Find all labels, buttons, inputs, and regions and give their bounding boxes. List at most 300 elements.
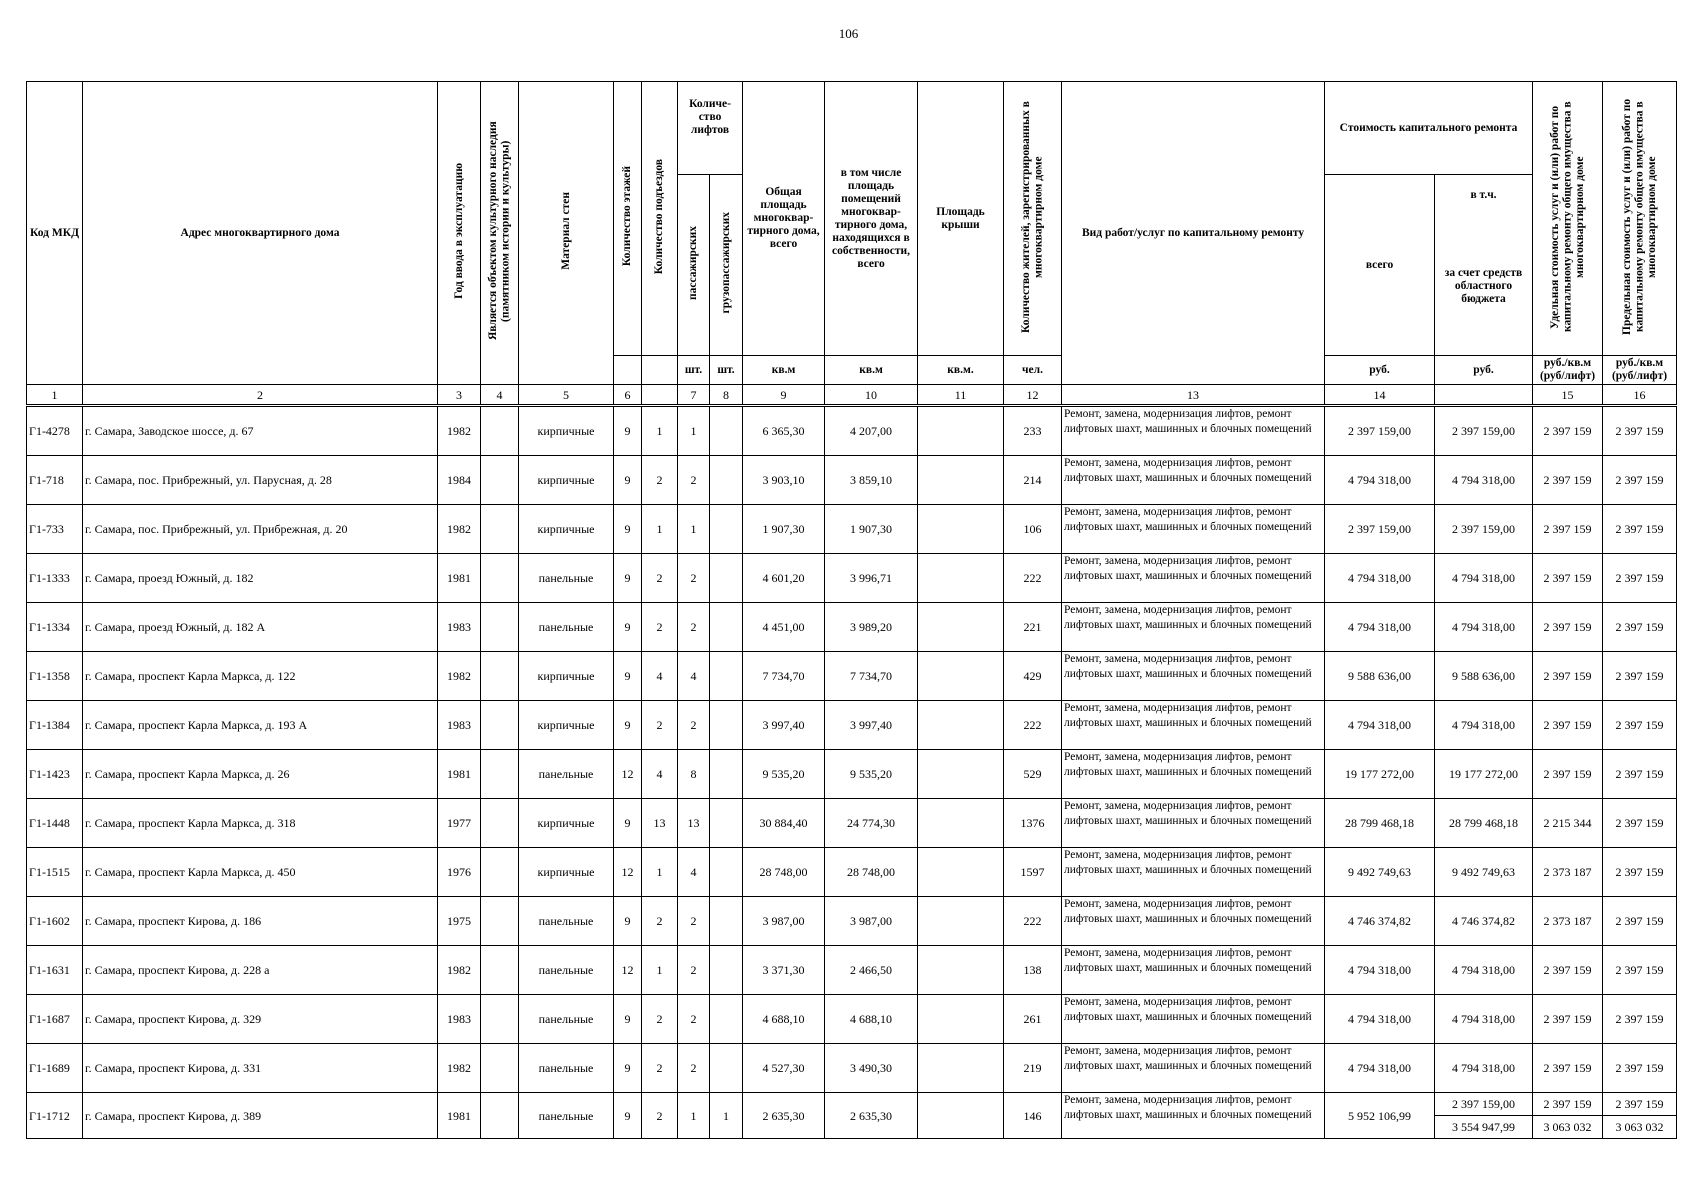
header-lifts: Количе-ство лифтов — [678, 82, 743, 175]
cell-lifts-freight — [710, 603, 743, 652]
cell-cost-total: 4 794 318,00 — [1325, 1044, 1435, 1093]
cell-max-cost: 2 397 159 — [1603, 1093, 1677, 1116]
cell-year: 1981 — [438, 554, 481, 603]
cell-floors: 9 — [614, 406, 642, 456]
cell-code: Г1-1631 — [27, 946, 83, 995]
cell-cost-regional: 4 746 374,82 — [1435, 897, 1533, 946]
cell-residents: 222 — [1004, 897, 1062, 946]
cell-work: Ремонт, замена, модернизация лифтов, ремонт лифтовых шахт, машинных и блочных помещений — [1062, 897, 1325, 946]
cell-material: кирпичные — [519, 799, 614, 848]
cell-residents: 529 — [1004, 750, 1062, 799]
cell-year: 1982 — [438, 1044, 481, 1093]
column-number: 5 — [519, 385, 614, 406]
column-number: 9 — [743, 385, 825, 406]
cell-roof-area — [918, 799, 1004, 848]
cell-owned-area: 7 734,70 — [825, 652, 918, 701]
column-number: 12 — [1004, 385, 1062, 406]
header-cost-regional-label: за счет средств областного бюджета — [1444, 267, 1523, 305]
cell-lifts-passenger: 2 — [678, 603, 710, 652]
cell-address: г. Самара, проспект Карла Маркса, д. 122 — [83, 652, 438, 701]
table-row — [27, 456, 1677, 505]
cell-max-cost: 2 397 159 — [1603, 848, 1677, 897]
cell-lifts-freight — [710, 1044, 743, 1093]
cell-code: Г1-733 — [27, 505, 83, 554]
cell-work: Ремонт, замена, модернизация лифтов, ремонт лифтовых шахт, машинных и блочных помещений — [1062, 946, 1325, 995]
cell-year: 1977 — [438, 799, 481, 848]
page-number: 106 — [838, 26, 859, 41]
cell-cost-total: 4 794 318,00 — [1325, 946, 1435, 995]
cell-cost-total: 4 794 318,00 — [1325, 603, 1435, 652]
cell-max-cost: 2 397 159 — [1603, 406, 1677, 456]
cell-lifts-passenger: 1 — [678, 505, 710, 554]
cell-residents: 222 — [1004, 554, 1062, 603]
table-row — [27, 406, 1677, 456]
cell-roof-area — [918, 406, 1004, 456]
header-entrances: Количество подъездов — [642, 82, 678, 356]
unit-roof-area: кв.м. — [918, 356, 1004, 385]
cell-entrances: 1 — [642, 505, 678, 554]
cell-material: кирпичные — [519, 701, 614, 750]
cell-floors: 9 — [614, 799, 642, 848]
cell-roof-area — [918, 750, 1004, 799]
cell-cost-total: 2 397 159,00 — [1325, 406, 1435, 456]
cell-entrances: 1 — [642, 406, 678, 456]
cell-residents: 1376 — [1004, 799, 1062, 848]
unit-lifts-freight: шт. — [710, 356, 743, 385]
header-work-type: Вид работ/услуг по капитальному ремонту — [1062, 82, 1325, 385]
cell-lifts-freight — [710, 946, 743, 995]
cell-max-cost: 2 397 159 — [1603, 946, 1677, 995]
cell-cost-regional: 9 588 636,00 — [1435, 652, 1533, 701]
header-code: Код МКД — [27, 82, 83, 385]
cell-unit-cost: 2 397 159 — [1533, 554, 1603, 603]
cell-cost-regional: 4 794 318,00 — [1435, 946, 1533, 995]
cell-cost-regional: 2 397 159,00 — [1435, 1093, 1533, 1116]
cell-address: г. Самара, проспект Кирова, д. 331 — [83, 1044, 438, 1093]
cell-total-area: 7 734,70 — [743, 652, 825, 701]
column-number: 2 — [83, 385, 438, 406]
cell-year: 1982 — [438, 946, 481, 995]
cell-entrances: 13 — [642, 799, 678, 848]
cell-code: Г1-1689 — [27, 1044, 83, 1093]
cell-residents: 106 — [1004, 505, 1062, 554]
cell-cost-total: 9 588 636,00 — [1325, 652, 1435, 701]
header-owned-area: в том числе площадь помещений многоквар-тирного дома, находящихся в собственности, всего — [825, 82, 918, 356]
cell-code: Г1-718 — [27, 456, 83, 505]
cell-total-area: 6 365,30 — [743, 406, 825, 456]
cell-unit-cost: 2 397 159 — [1533, 1044, 1603, 1093]
cell-work: Ремонт, замена, модернизация лифтов, ремонт лифтовых шахт, машинных и блочных помещений — [1062, 701, 1325, 750]
cell-year: 1982 — [438, 652, 481, 701]
cell-lifts-passenger: 2 — [678, 946, 710, 995]
unit-max-cost: руб./кв.м (руб/лифт) — [1603, 356, 1677, 385]
cell-entrances: 2 — [642, 897, 678, 946]
cell-cost-regional: 9 492 749,63 — [1435, 848, 1533, 897]
cell-heritage — [481, 946, 519, 995]
cell-residents: 429 — [1004, 652, 1062, 701]
cell-cost-total: 4 794 318,00 — [1325, 995, 1435, 1044]
cell-total-area: 2 635,30 — [743, 1093, 825, 1139]
cell-total-area: 1 907,30 — [743, 505, 825, 554]
cell-code: Г1-1333 — [27, 554, 83, 603]
cell-unit-cost: 2 397 159 — [1533, 505, 1603, 554]
cell-cost-total: 4 794 318,00 — [1325, 554, 1435, 603]
header-max-cost: Предельная стоимость услуг и (или) работ по капитальному ремонту общего имущества в многоквартирном доме — [1603, 82, 1677, 356]
cell-year: 1983 — [438, 603, 481, 652]
table-row — [27, 1093, 1677, 1116]
cell-residents: 261 — [1004, 995, 1062, 1044]
table-row — [27, 750, 1677, 799]
cell-owned-area: 1 907,30 — [825, 505, 918, 554]
cell-lifts-freight — [710, 848, 743, 897]
cell-unit-cost: 2 397 159 — [1533, 946, 1603, 995]
cell-residents: 1597 — [1004, 848, 1062, 897]
cell-residents: 222 — [1004, 701, 1062, 750]
cell-unit-cost: 3 063 032 — [1533, 1116, 1603, 1139]
cell-floors: 12 — [614, 946, 642, 995]
unit-cost-total: руб. — [1325, 356, 1435, 385]
column-number: 15 — [1533, 385, 1603, 406]
column-number: 7 — [678, 385, 710, 406]
cell-code: Г1-1687 — [27, 995, 83, 1044]
cell-total-area: 9 535,20 — [743, 750, 825, 799]
cell-roof-area — [918, 554, 1004, 603]
column-number — [642, 385, 678, 406]
cell-floors: 12 — [614, 848, 642, 897]
column-number: 3 — [438, 385, 481, 406]
cell-lifts-passenger: 1 — [678, 406, 710, 456]
cell-lifts-freight — [710, 750, 743, 799]
cell-heritage — [481, 603, 519, 652]
cell-material: кирпичные — [519, 406, 614, 456]
cell-year: 1981 — [438, 1093, 481, 1139]
cell-lifts-freight: 1 — [710, 1093, 743, 1139]
cell-entrances: 4 — [642, 652, 678, 701]
cell-floors: 9 — [614, 603, 642, 652]
cell-owned-area: 3 987,00 — [825, 897, 918, 946]
unit-owned-area: кв.м — [825, 356, 918, 385]
cell-code: Г1-1358 — [27, 652, 83, 701]
header-residents: Количество жителей, зарегистрированных в многоквартирном доме — [1004, 82, 1062, 356]
cell-year: 1975 — [438, 897, 481, 946]
header-address: Адрес многоквартирного дома — [83, 82, 438, 385]
cell-lifts-freight — [710, 554, 743, 603]
cell-work: Ремонт, замена, модернизация лифтов, ремонт лифтовых шахт, машинных и блочных помещений — [1062, 1044, 1325, 1093]
cell-cost-total: 5 952 106,99 — [1325, 1093, 1435, 1139]
cell-max-cost: 2 397 159 — [1603, 456, 1677, 505]
column-number: 8 — [710, 385, 743, 406]
cell-address: г. Самара, проспект Карла Маркса, д. 318 — [83, 799, 438, 848]
cell-address: г. Самара, Заводское шоссе, д. 67 — [83, 406, 438, 456]
cell-heritage — [481, 456, 519, 505]
cell-roof-area — [918, 897, 1004, 946]
cell-address: г. Самара, проспект Кирова, д. 329 — [83, 995, 438, 1044]
cell-total-area: 3 997,40 — [743, 701, 825, 750]
cell-entrances: 1 — [642, 946, 678, 995]
cell-total-area: 3 903,10 — [743, 456, 825, 505]
cell-owned-area: 2 635,30 — [825, 1093, 918, 1139]
cell-cost-regional: 4 794 318,00 — [1435, 603, 1533, 652]
cell-cost-total: 2 397 159,00 — [1325, 505, 1435, 554]
cell-unit-cost: 2 397 159 — [1533, 603, 1603, 652]
cell-total-area: 4 451,00 — [743, 603, 825, 652]
header-cost-regional — [1435, 175, 1533, 356]
cell-lifts-freight — [710, 652, 743, 701]
cell-cost-total: 4 746 374,82 — [1325, 897, 1435, 946]
cell-entrances: 2 — [642, 554, 678, 603]
cell-work: Ремонт, замена, модернизация лифтов, ремонт лифтовых шахт, машинных и блочных помещений — [1062, 505, 1325, 554]
header-roof-area: Площадь крыши — [918, 82, 1004, 356]
cell-address: г. Самара, проспект Кирова, д. 186 — [83, 897, 438, 946]
cell-max-cost: 2 397 159 — [1603, 554, 1677, 603]
column-number: 1 — [27, 385, 83, 406]
cell-heritage — [481, 1044, 519, 1093]
cell-material: кирпичные — [519, 652, 614, 701]
cell-owned-area: 3 996,71 — [825, 554, 918, 603]
cell-year: 1976 — [438, 848, 481, 897]
cell-lifts-passenger: 2 — [678, 701, 710, 750]
cell-residents: 138 — [1004, 946, 1062, 995]
cell-lifts-passenger: 2 — [678, 995, 710, 1044]
cell-cost-regional: 2 397 159,00 — [1435, 505, 1533, 554]
cell-lifts-passenger: 4 — [678, 652, 710, 701]
cell-floors: 9 — [614, 554, 642, 603]
table-row — [27, 995, 1677, 1044]
cell-heritage — [481, 1093, 519, 1139]
cell-heritage — [481, 750, 519, 799]
cell-work: Ремонт, замена, модернизация лифтов, ремонт лифтовых шахт, машинных и блочных помещений — [1062, 603, 1325, 652]
cell-heritage — [481, 406, 519, 456]
cell-material: панельные — [519, 750, 614, 799]
cell-address: г. Самара, проспект Кирова, д. 389 — [83, 1093, 438, 1139]
header-total-area: Общая площадь многоквар-тирного дома, всего — [743, 82, 825, 356]
cell-cost-regional: 3 554 947,99 — [1435, 1116, 1533, 1139]
cell-heritage — [481, 701, 519, 750]
cell-cost-regional: 4 794 318,00 — [1435, 1044, 1533, 1093]
cell-floors: 9 — [614, 701, 642, 750]
cell-material: панельные — [519, 554, 614, 603]
cell-owned-area: 3 989,20 — [825, 603, 918, 652]
cell-owned-area: 28 748,00 — [825, 848, 918, 897]
cell-roof-area — [918, 456, 1004, 505]
cell-lifts-passenger: 2 — [678, 1044, 710, 1093]
cell-lifts-freight — [710, 995, 743, 1044]
cell-total-area: 3 987,00 — [743, 897, 825, 946]
cell-entrances: 2 — [642, 456, 678, 505]
cell-work: Ремонт, замена, модернизация лифтов, ремонт лифтовых шахт, машинных и блочных помещений — [1062, 750, 1325, 799]
cell-lifts-passenger: 2 — [678, 554, 710, 603]
cell-floors: 9 — [614, 1044, 642, 1093]
cell-code: Г1-1602 — [27, 897, 83, 946]
cell-roof-area — [918, 1044, 1004, 1093]
cell-lifts-passenger: 2 — [678, 897, 710, 946]
cell-lifts-passenger: 1 — [678, 1093, 710, 1139]
cell-max-cost: 2 397 159 — [1603, 897, 1677, 946]
cell-max-cost: 2 397 159 — [1603, 995, 1677, 1044]
unit-lifts-passenger: шт. — [678, 356, 710, 385]
cell-unit-cost: 2 373 187 — [1533, 897, 1603, 946]
column-number: 11 — [918, 385, 1004, 406]
cell-heritage — [481, 848, 519, 897]
table-row — [27, 652, 1677, 701]
column-number: 13 — [1062, 385, 1325, 406]
cell-code: Г1-1334 — [27, 603, 83, 652]
cell-roof-area — [918, 946, 1004, 995]
cell-cost-total: 9 492 749,63 — [1325, 848, 1435, 897]
cell-material: панельные — [519, 1044, 614, 1093]
header-cost-total: всего — [1325, 175, 1435, 356]
cell-lifts-passenger: 13 — [678, 799, 710, 848]
cell-residents: 214 — [1004, 456, 1062, 505]
cell-total-area: 30 884,40 — [743, 799, 825, 848]
cell-owned-area: 4 688,10 — [825, 995, 918, 1044]
cell-lifts-freight — [710, 799, 743, 848]
cell-cost-regional: 19 177 272,00 — [1435, 750, 1533, 799]
cell-material: панельные — [519, 995, 614, 1044]
table-row — [27, 554, 1677, 603]
cell-address: г. Самара, пос. Прибрежный, ул. Прибрежная, д. 20 — [83, 505, 438, 554]
header-heritage: Является объектом культурного наследия (памятником истории и культуры) — [481, 82, 519, 385]
header-lifts-passenger: пассажирских — [678, 175, 710, 356]
cell-residents: 221 — [1004, 603, 1062, 652]
cell-cost-total: 4 794 318,00 — [1325, 456, 1435, 505]
unit-cost-regional: руб. — [1435, 356, 1533, 385]
cell-address: г. Самара, пос. Прибрежный, ул. Парусная, д. 28 — [83, 456, 438, 505]
cell-year: 1983 — [438, 701, 481, 750]
cell-floors: 9 — [614, 1093, 642, 1139]
table-row — [27, 799, 1677, 848]
cell-code: Г1-1712 — [27, 1093, 83, 1139]
cell-entrances: 2 — [642, 1044, 678, 1093]
cell-work: Ремонт, замена, модернизация лифтов, ремонт лифтовых шахт, машинных и блочных помещений — [1062, 652, 1325, 701]
unit-entrances — [642, 356, 678, 385]
cell-unit-cost: 2 397 159 — [1533, 406, 1603, 456]
unit-floors — [614, 356, 642, 385]
cell-material: кирпичные — [519, 505, 614, 554]
cell-floors: 9 — [614, 505, 642, 554]
header-cost-incl: в т.ч. — [1470, 189, 1497, 201]
cell-owned-area: 24 774,30 — [825, 799, 918, 848]
cell-floors: 9 — [614, 456, 642, 505]
cell-owned-area: 9 535,20 — [825, 750, 918, 799]
cell-roof-area — [918, 701, 1004, 750]
column-number: 14 — [1325, 385, 1435, 406]
cell-floors: 9 — [614, 897, 642, 946]
table-row — [27, 848, 1677, 897]
cell-address: г. Самара, проспект Кирова, д. 228 а — [83, 946, 438, 995]
cell-code: Г1-4278 — [27, 406, 83, 456]
cell-max-cost: 2 397 159 — [1603, 750, 1677, 799]
cell-work: Ремонт, замена, модернизация лифтов, ремонт лифтовых шахт, машинных и блочных помещений — [1062, 799, 1325, 848]
cell-lifts-freight — [710, 505, 743, 554]
cell-entrances: 2 — [642, 603, 678, 652]
cell-owned-area: 4 207,00 — [825, 406, 918, 456]
cell-address: г. Самара, проспект Карла Маркса, д. 193 А — [83, 701, 438, 750]
table-row — [27, 603, 1677, 652]
cell-entrances: 4 — [642, 750, 678, 799]
cell-max-cost: 2 397 159 — [1603, 701, 1677, 750]
cell-total-area: 28 748,00 — [743, 848, 825, 897]
cell-entrances: 2 — [642, 995, 678, 1044]
cell-owned-area: 3 859,10 — [825, 456, 918, 505]
unit-unit-cost: руб./кв.м (руб/лифт) — [1533, 356, 1603, 385]
table-row — [27, 946, 1677, 995]
cell-total-area: 4 527,30 — [743, 1044, 825, 1093]
cell-roof-area — [918, 995, 1004, 1044]
cell-year: 1983 — [438, 995, 481, 1044]
cell-year: 1982 — [438, 505, 481, 554]
cell-material: панельные — [519, 946, 614, 995]
cell-address: г. Самара, проспект Карла Маркса, д. 26 — [83, 750, 438, 799]
column-number: 4 — [481, 385, 519, 406]
cell-lifts-passenger: 8 — [678, 750, 710, 799]
cell-cost-regional: 4 794 318,00 — [1435, 456, 1533, 505]
cell-material: панельные — [519, 603, 614, 652]
cell-work: Ремонт, замена, модернизация лифтов, ремонт лифтовых шахт, машинных и блочных помещений — [1062, 995, 1325, 1044]
header-year: Год ввода в эксплуатацию — [438, 82, 481, 385]
header-cost-group: Стоимость капитального ремонта — [1325, 82, 1533, 175]
cell-year: 1981 — [438, 750, 481, 799]
cell-work: Ремонт, замена, модернизация лифтов, ремонт лифтовых шахт, машинных и блочных помещений — [1062, 1093, 1325, 1139]
table-row — [27, 897, 1677, 946]
cell-entrances: 2 — [642, 701, 678, 750]
cell-lifts-passenger: 4 — [678, 848, 710, 897]
column-number: 16 — [1603, 385, 1677, 406]
cell-material: кирпичные — [519, 848, 614, 897]
cell-cost-regional: 2 397 159,00 — [1435, 406, 1533, 456]
cell-cost-total: 28 799 468,18 — [1325, 799, 1435, 848]
header-floors: Количество этажей — [614, 82, 642, 356]
cell-heritage — [481, 652, 519, 701]
cell-address: г. Самара, проспект Карла Маркса, д. 450 — [83, 848, 438, 897]
cell-material: панельные — [519, 1093, 614, 1139]
cell-work: Ремонт, замена, модернизация лифтов, ремонт лифтовых шахт, машинных и блочных помещений — [1062, 456, 1325, 505]
cell-cost-regional: 4 794 318,00 — [1435, 701, 1533, 750]
cell-unit-cost: 2 397 159 — [1533, 701, 1603, 750]
cell-entrances: 2 — [642, 1093, 678, 1139]
cell-max-cost: 2 397 159 — [1603, 603, 1677, 652]
cell-year: 1982 — [438, 406, 481, 456]
cell-floors: 9 — [614, 995, 642, 1044]
cell-heritage — [481, 554, 519, 603]
cell-total-area: 3 371,30 — [743, 946, 825, 995]
unit-total-area: кв.м — [743, 356, 825, 385]
cell-heritage — [481, 505, 519, 554]
cell-total-area: 4 601,20 — [743, 554, 825, 603]
cell-roof-area — [918, 505, 1004, 554]
cell-code: Г1-1515 — [27, 848, 83, 897]
table-row — [27, 505, 1677, 554]
column-number-row — [27, 385, 1677, 406]
cell-code: Г1-1384 — [27, 701, 83, 750]
unit-residents: чел. — [1004, 356, 1062, 385]
cell-cost-regional: 28 799 468,18 — [1435, 799, 1533, 848]
cell-owned-area: 2 466,50 — [825, 946, 918, 995]
column-number — [1435, 385, 1533, 406]
cell-work: Ремонт, замена, модернизация лифтов, ремонт лифтовых шахт, машинных и блочных помещений — [1062, 406, 1325, 456]
cell-code: Г1-1448 — [27, 799, 83, 848]
cell-unit-cost: 2 215 344 — [1533, 799, 1603, 848]
cell-roof-area — [918, 603, 1004, 652]
cell-max-cost: 2 397 159 — [1603, 799, 1677, 848]
cell-residents: 219 — [1004, 1044, 1062, 1093]
column-number: 10 — [825, 385, 918, 406]
cell-address: г. Самара, проезд Южный, д. 182 А — [83, 603, 438, 652]
cell-unit-cost: 2 397 159 — [1533, 456, 1603, 505]
cell-roof-area — [918, 1093, 1004, 1139]
cell-lifts-passenger: 2 — [678, 456, 710, 505]
cell-work: Ремонт, замена, модернизация лифтов, ремонт лифтовых шахт, машинных и блочных помещений — [1062, 848, 1325, 897]
